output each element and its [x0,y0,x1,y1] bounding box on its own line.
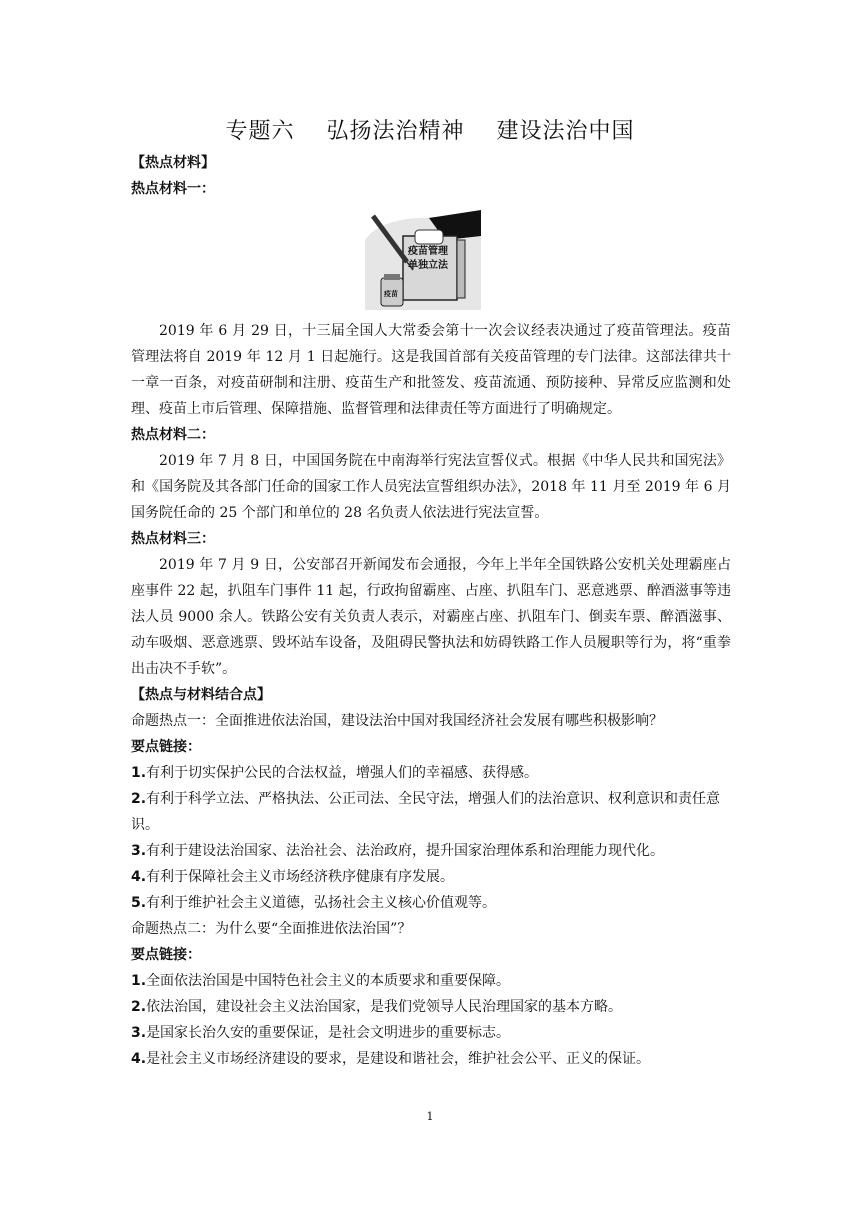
key-points-label-1: 要点链接： [131,739,201,755]
material-two-label: 热点材料二： [131,427,215,443]
q2-point [131,1046,731,1072]
document-body [131,150,731,1072]
vaccine-illustration-icon [359,210,481,310]
question-one: 命题热点一：全面推进依法治国，建设法治中国对我国经济社会发展有哪些积极影响？ [131,713,663,729]
material-two-text: 2019 年 7 月 8 日，中国国务院在中南海举行宪法宣誓仪式。根据《中华人民共和国宪法》和《国务院及其各部门任命的国家工作人员宪法宣誓组织办法》，2018 年 11 月至 2019 年 6 月国务院任命的 25 个部门和单位的 28 名负责人依法进行宪法宣誓。 [131,453,731,521]
q1-point [131,838,731,864]
point-text: 有利于维护社会主义道德，弘扬社会主义核心价值观等。 [146,895,497,911]
q2-point [131,994,731,1020]
q1-point [131,786,731,838]
section-heading-materials: 【热点材料】 [131,155,215,171]
page-number: 1 [426,1110,434,1123]
q2-point [131,1020,731,1046]
point-number: 3. [131,843,147,859]
point-text: 依法治国，建设社会主义法治国家，是我们党领导人民治理国家的基本方略。 [146,999,623,1015]
question-two: 命题热点二：为什么要“全面推进依法治国”？ [131,921,412,937]
point-text: 有利于保障社会主义市场经济秩序健康有序发展。 [146,869,455,885]
point-number: 2. [131,791,147,807]
point-number: 1. [131,765,147,781]
page-title: 专题六 弘扬法治精神 建设法治中国 [225,119,635,144]
q1-point [131,890,731,916]
q1-point [131,760,731,786]
point-text: 有利于建设法治国家、法治社会、法治政府，提升国家治理体系和治理能力现代化。 [146,843,665,859]
key-points-label-2: 要点链接： [131,947,201,963]
point-text: 全面依法治国是中国特色社会主义的本质要求和重要保障。 [146,973,511,989]
point-text: 有利于科学立法、严格执法、公正司法、全民守法，增强人们的法治意识、权利意识和责任意识。 [131,791,721,833]
material-one-label: 热点材料一： [131,181,215,197]
point-text: 有利于切实保护公民的合法权益，增强人们的幸福感、获得感。 [146,765,539,781]
figure-label-2: 单独立法 [408,260,448,271]
material-one-text: 2019 年 6 月 29 日，十三届全国人大常委会第十一次会议经表决通过了疫苗管理法。疫苗管理法将自 2019 年 12 月 1 日起施行。这是我国首部有关疫苗管理的专门法律。这部法律共十一章一百条，对疫苗研制和注册、疫苗生产和批签发、疫苗流通、预防接种、异常反应监测和处理、疫苗上市后管理、保障措施、监督管理和法律责任等方面进行了明确规定。 [131,323,731,417]
section-heading-points: 【热点与材料结合点】 [131,687,271,703]
point-number: 3. [131,1025,147,1041]
material-three-label: 热点材料三： [131,531,215,547]
point-number: 4. [131,1051,147,1067]
vaccine-law-illustration [359,210,481,310]
point-number: 5. [131,895,147,911]
q2-point [131,968,731,994]
point-text: 是社会主义市场经济建设的要求，是建设和谐社会，维护社会公平、正义的保证。 [146,1051,651,1067]
point-text: 是国家长治久安的重要保证，是社会文明进步的重要标志。 [146,1025,511,1041]
point-number: 4. [131,869,147,885]
point-number: 2. [131,999,147,1015]
point-number: 1. [131,973,147,989]
q1-point [131,864,731,890]
material-three-text: 2019 年 7 月 9 日，公安部召开新闻发布会通报，今年上半年全国铁路公安机关处理霸座占座事件 22 起，扒阻车门事件 11 起，行政拘留霸座、占座、扒阻车门、恶意逃票、醉酒滋事等违法人员 9000 余人。铁路公安有关负责人表示，对霸座占座、扒阻车门、倒卖车票、醉酒滋事、动车吸烟、恶意逃票、毁坏站车设备，及阻碍民警执法和妨碍铁路工作人员履职等行为，将“重拳出击决不手软”。 [131,557,731,677]
figure-label-1: 疫苗管理 [408,246,448,257]
bottle-label: 疫苗 [384,290,398,298]
